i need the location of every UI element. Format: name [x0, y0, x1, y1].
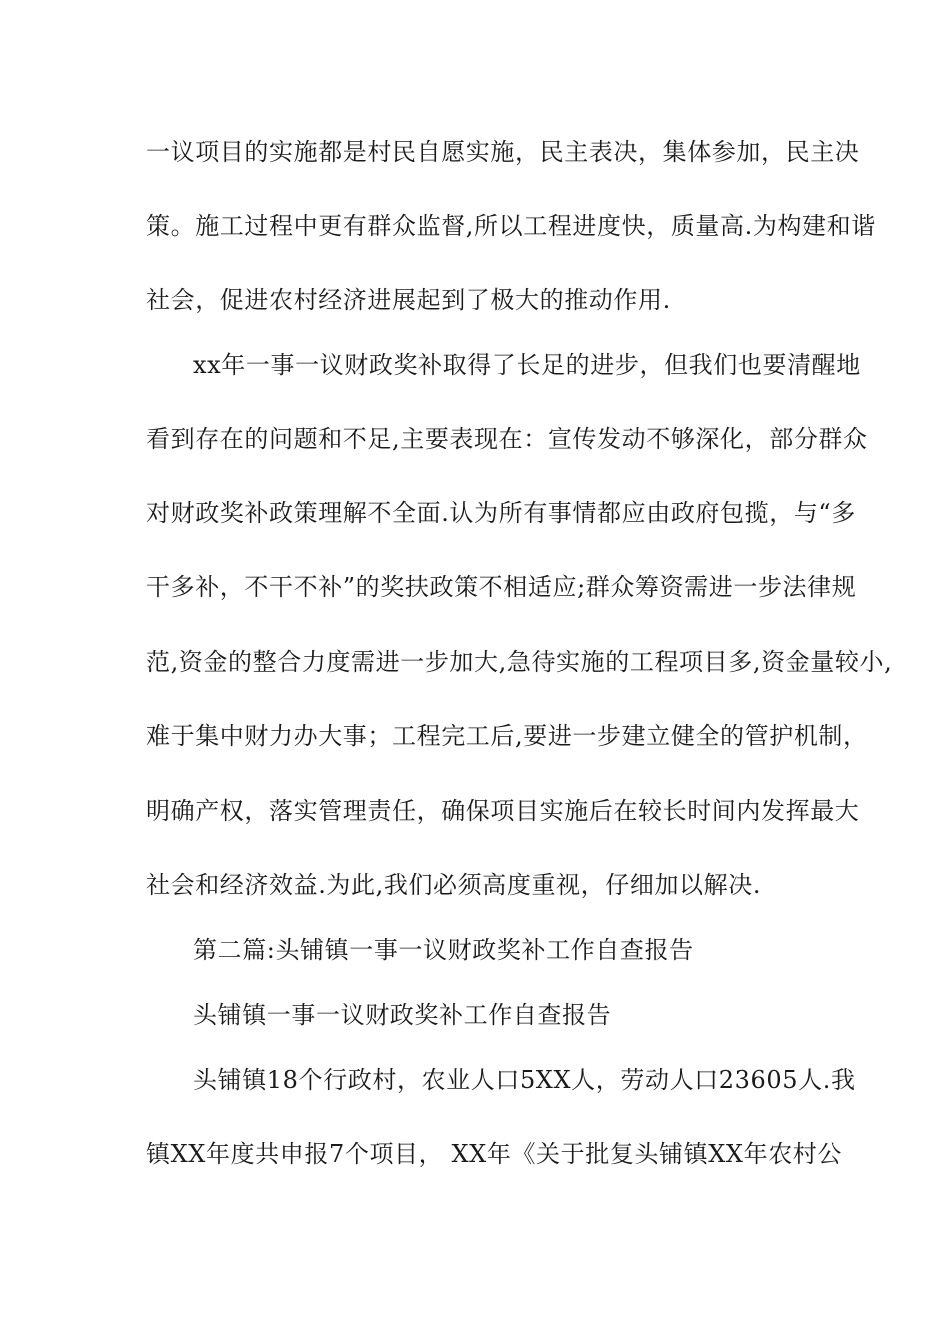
paragraph-line-10: 明确产权，落实管理责任，确保项目实施后在较长时间内发挥最大: [146, 797, 860, 825]
paragraph-line-4: xx年一事一议财政奖补取得了长足的进步，但我们也要清醒地: [193, 351, 861, 379]
paragraph-line-1: 一议项目的实施都是村民自愿实施，民主表决，集体参加，民主决: [146, 138, 860, 166]
paragraph-line-8: 范,资金的整合力度需进一步加大,急待实施的工程项目多,资金量较小,: [146, 648, 893, 676]
section-heading: 第二篇:头铺镇一事一议财政奖补工作自查报告: [193, 936, 694, 964]
paragraph-line-11: 社会和经济效益.为此,我们必须高度重视，仔细加以解决.: [146, 871, 762, 899]
paragraph-line-13: 镇XX年度共申报7个项目， XX年《关于批复头铺镇XX年农村公: [146, 1140, 843, 1168]
paragraph-line-9: 难于集中财力办大事；工程完工后,要进一步建立健全的管护机制，: [146, 722, 868, 750]
paragraph-line-2: 策。施工过程中更有群众监督,所以工程进度快，质量高.为构建和谐: [146, 212, 876, 240]
paragraph-line-5: 看到存在的问题和不足,主要表现在：宣传发动不够深化，部分群众: [146, 425, 868, 453]
paragraph-line-12: 头铺镇18个行政村，农业人口5XX人，劳动人口23605人.我: [193, 1066, 856, 1094]
paragraph-line-3: 社会，促进农村经济进展起到了极大的推动作用.: [146, 286, 671, 314]
paragraph-line-7: 干多补，不干不补”的奖扶政策不相适应;群众筹资需进一步法律规: [146, 573, 857, 601]
paragraph-line-6: 对财政奖补政策理解不全面.认为所有事情都应由政府包揽，与“多: [146, 499, 856, 527]
report-title: 头铺镇一事一议财政奖补工作自查报告: [193, 1001, 612, 1029]
